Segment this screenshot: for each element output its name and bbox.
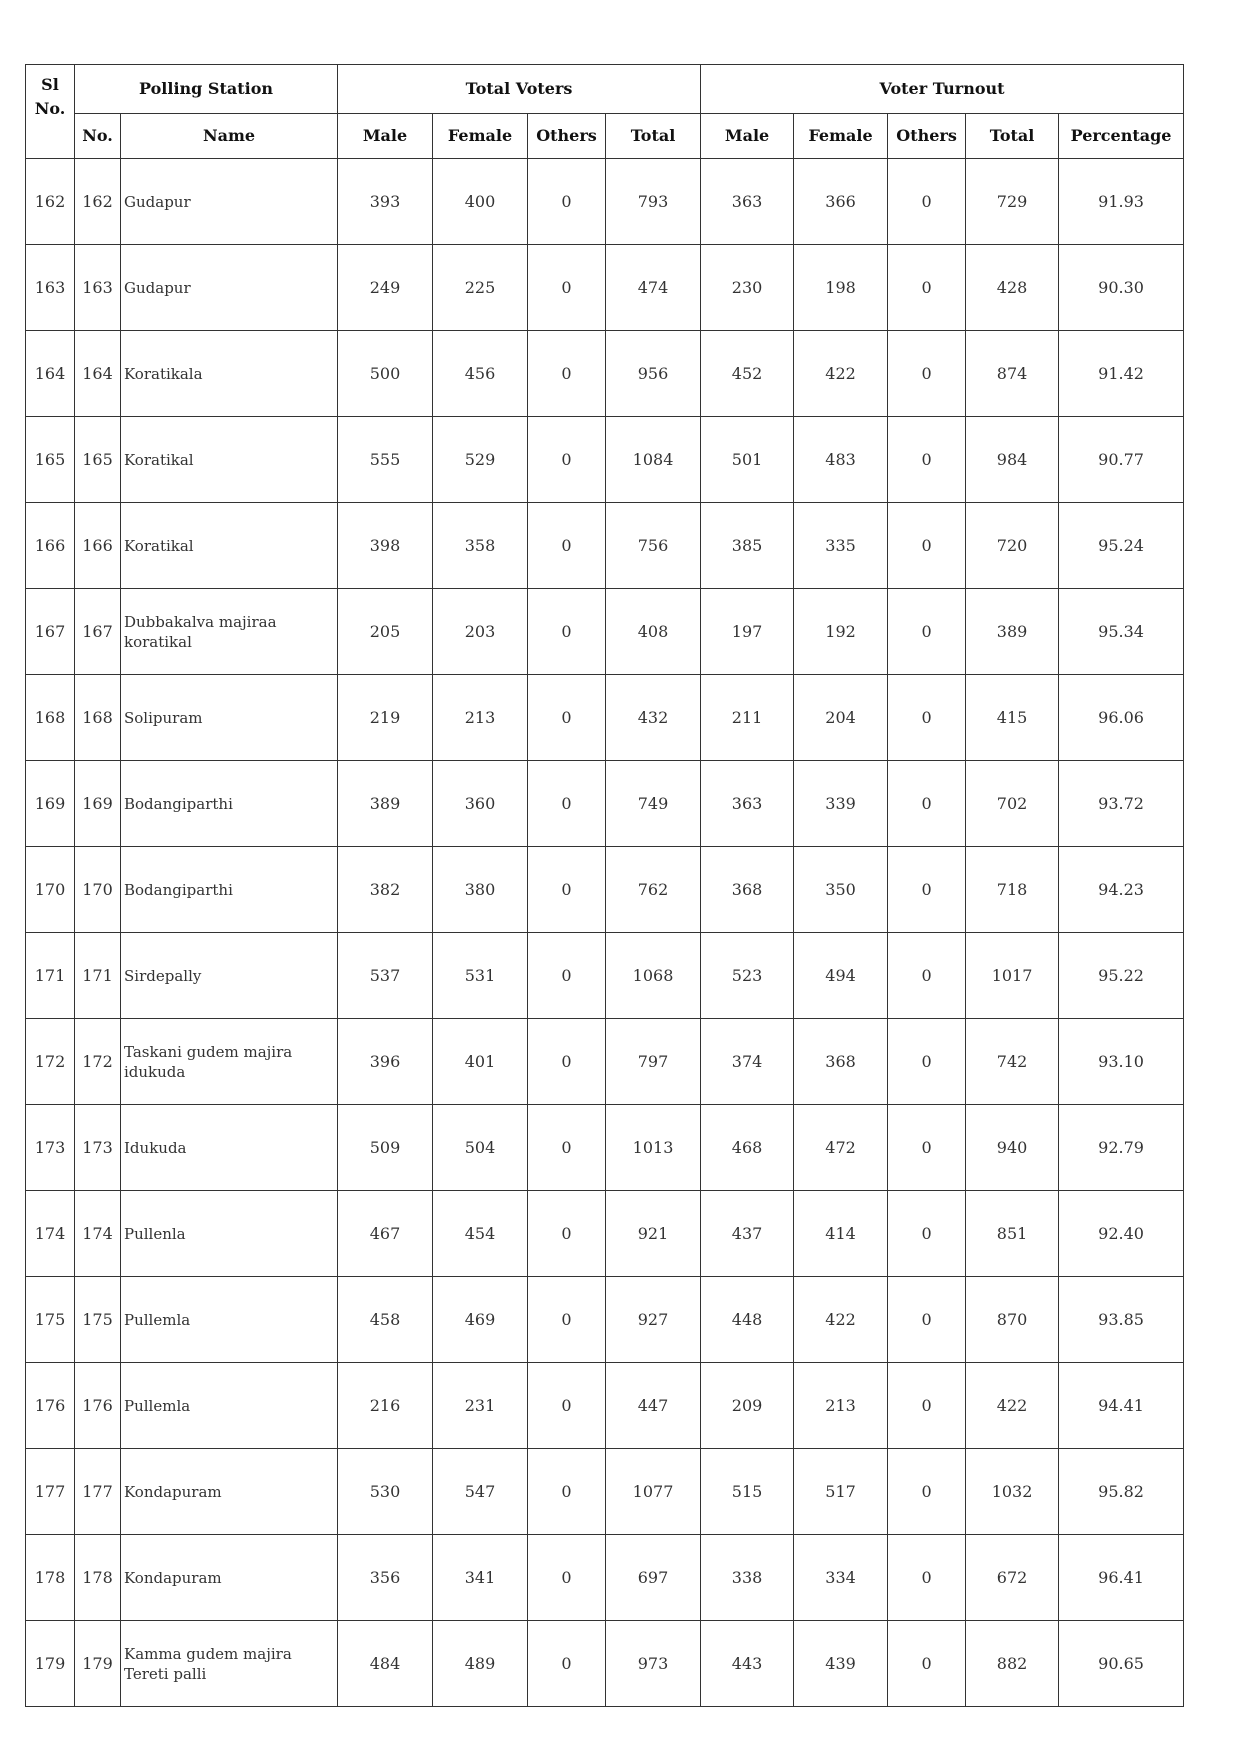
vt-female-cell: 414 (794, 1191, 888, 1277)
tv-female-cell: 203 (433, 589, 528, 675)
vt-male-cell: 385 (701, 503, 794, 589)
tv-male-cell: 537 (338, 933, 433, 1019)
tv-total-cell: 1084 (606, 417, 701, 503)
tv-total-cell: 1068 (606, 933, 701, 1019)
percentage-cell: 92.40 (1059, 1191, 1184, 1277)
name-cell: Koratikala (121, 331, 338, 417)
tv-others-cell: 0 (528, 1277, 606, 1363)
vt-others-cell: 0 (888, 933, 966, 1019)
tv-total-cell: 447 (606, 1363, 701, 1449)
vt-total-cell: 1017 (966, 933, 1059, 1019)
sl-cell: 168 (26, 675, 75, 761)
tv-female-cell: 469 (433, 1277, 528, 1363)
header-no: No. (75, 113, 121, 158)
vt-male-cell: 515 (701, 1449, 794, 1535)
vt-female-cell: 350 (794, 847, 888, 933)
table-row (26, 933, 1184, 1019)
tv-others-cell: 0 (528, 1621, 606, 1707)
percentage-cell: 94.23 (1059, 847, 1184, 933)
name-cell: Bodangiparthi (121, 847, 338, 933)
tv-total-cell: 697 (606, 1535, 701, 1621)
tv-male-cell: 458 (338, 1277, 433, 1363)
header-vt-others: Others (888, 113, 966, 158)
percentage-cell: 91.93 (1059, 159, 1184, 245)
vt-female-cell: 366 (794, 159, 888, 245)
tv-others-cell: 0 (528, 159, 606, 245)
no-cell: 177 (75, 1449, 121, 1535)
tv-others-cell: 0 (528, 1449, 606, 1535)
table-row (26, 1191, 1184, 1277)
table-row (26, 417, 1184, 503)
vt-female-cell: 439 (794, 1621, 888, 1707)
name-cell: Kondapuram (121, 1535, 338, 1621)
no-cell: 168 (75, 675, 121, 761)
tv-total-cell: 1077 (606, 1449, 701, 1535)
vt-total-cell: 718 (966, 847, 1059, 933)
sl-cell: 174 (26, 1191, 75, 1277)
tv-total-cell: 927 (606, 1277, 701, 1363)
no-cell: 172 (75, 1019, 121, 1105)
vt-total-cell: 940 (966, 1105, 1059, 1191)
name-cell: Pullenla (121, 1191, 338, 1277)
vt-others-cell: 0 (888, 503, 966, 589)
vt-total-cell: 672 (966, 1535, 1059, 1621)
percentage-cell: 93.85 (1059, 1277, 1184, 1363)
sl-cell: 173 (26, 1105, 75, 1191)
sl-cell: 175 (26, 1277, 75, 1363)
tv-others-cell: 0 (528, 417, 606, 503)
tv-total-cell: 1013 (606, 1105, 701, 1191)
table-row (26, 1105, 1184, 1191)
tv-female-cell: 489 (433, 1621, 528, 1707)
vt-others-cell: 0 (888, 1191, 966, 1277)
table-row (26, 1621, 1184, 1707)
tv-male-cell: 393 (338, 159, 433, 245)
table-row (26, 1277, 1184, 1363)
table-row (26, 245, 1184, 331)
sl-cell: 176 (26, 1363, 75, 1449)
vt-others-cell: 0 (888, 1277, 966, 1363)
vt-others-cell: 0 (888, 159, 966, 245)
tv-female-cell: 213 (433, 675, 528, 761)
name-cell: Taskani gudem majira idukuda (121, 1019, 338, 1105)
header-name: Name (121, 113, 338, 158)
vt-female-cell: 517 (794, 1449, 888, 1535)
sl-cell: 164 (26, 331, 75, 417)
vt-male-cell: 448 (701, 1277, 794, 1363)
table-row (26, 1449, 1184, 1535)
table-row (26, 761, 1184, 847)
tv-others-cell: 0 (528, 1363, 606, 1449)
table-body (26, 159, 1184, 1707)
sl-cell: 170 (26, 847, 75, 933)
vt-male-cell: 211 (701, 675, 794, 761)
percentage-cell: 92.79 (1059, 1105, 1184, 1191)
vt-others-cell: 0 (888, 1363, 966, 1449)
percentage-cell: 90.77 (1059, 417, 1184, 503)
percentage-cell: 95.22 (1059, 933, 1184, 1019)
tv-male-cell: 484 (338, 1621, 433, 1707)
header-vt-male: Male (701, 113, 794, 158)
percentage-cell: 91.42 (1059, 331, 1184, 417)
tv-female-cell: 380 (433, 847, 528, 933)
header-row-sub (26, 113, 1184, 158)
percentage-cell: 90.65 (1059, 1621, 1184, 1707)
tv-male-cell: 467 (338, 1191, 433, 1277)
tv-others-cell: 0 (528, 331, 606, 417)
tv-female-cell: 231 (433, 1363, 528, 1449)
vt-female-cell: 334 (794, 1535, 888, 1621)
tv-total-cell: 756 (606, 503, 701, 589)
tv-others-cell: 0 (528, 589, 606, 675)
tv-others-cell: 0 (528, 503, 606, 589)
vt-others-cell: 0 (888, 589, 966, 675)
vt-others-cell: 0 (888, 675, 966, 761)
vt-male-cell: 437 (701, 1191, 794, 1277)
header-row-top (26, 65, 1184, 114)
vt-others-cell: 0 (888, 1535, 966, 1621)
header-sl-no: Sl No. (26, 65, 75, 159)
table-row (26, 589, 1184, 675)
tv-total-cell: 408 (606, 589, 701, 675)
vt-total-cell: 870 (966, 1277, 1059, 1363)
name-cell: Kondapuram (121, 1449, 338, 1535)
tv-total-cell: 749 (606, 761, 701, 847)
header-polling-station: Polling Station (75, 65, 338, 114)
sl-cell: 177 (26, 1449, 75, 1535)
no-cell: 174 (75, 1191, 121, 1277)
sl-cell: 166 (26, 503, 75, 589)
vt-female-cell: 422 (794, 331, 888, 417)
tv-total-cell: 762 (606, 847, 701, 933)
table-row (26, 159, 1184, 245)
vt-male-cell: 374 (701, 1019, 794, 1105)
table-row (26, 1363, 1184, 1449)
vt-total-cell: 389 (966, 589, 1059, 675)
polling-station-table (25, 64, 1184, 1707)
vt-female-cell: 204 (794, 675, 888, 761)
vt-others-cell: 0 (888, 1621, 966, 1707)
percentage-cell: 93.72 (1059, 761, 1184, 847)
tv-total-cell: 956 (606, 331, 701, 417)
tv-others-cell: 0 (528, 1535, 606, 1621)
name-cell: Idukuda (121, 1105, 338, 1191)
sl-cell: 172 (26, 1019, 75, 1105)
header-vt-female: Female (794, 113, 888, 158)
vt-male-cell: 230 (701, 245, 794, 331)
header-vt-total: Total (966, 113, 1059, 158)
tv-male-cell: 216 (338, 1363, 433, 1449)
tv-female-cell: 401 (433, 1019, 528, 1105)
tv-female-cell: 360 (433, 761, 528, 847)
tv-others-cell: 0 (528, 1019, 606, 1105)
sl-cell: 171 (26, 933, 75, 1019)
table-row (26, 1019, 1184, 1105)
vt-female-cell: 494 (794, 933, 888, 1019)
tv-male-cell: 205 (338, 589, 433, 675)
name-cell: Solipuram (121, 675, 338, 761)
vt-male-cell: 368 (701, 847, 794, 933)
table-row (26, 675, 1184, 761)
vt-female-cell: 213 (794, 1363, 888, 1449)
vt-male-cell: 468 (701, 1105, 794, 1191)
percentage-cell: 96.41 (1059, 1535, 1184, 1621)
table-row (26, 1535, 1184, 1621)
tv-female-cell: 547 (433, 1449, 528, 1535)
tv-others-cell: 0 (528, 1105, 606, 1191)
no-cell: 162 (75, 159, 121, 245)
sl-cell: 163 (26, 245, 75, 331)
tv-total-cell: 797 (606, 1019, 701, 1105)
table-row (26, 847, 1184, 933)
table-row (26, 331, 1184, 417)
no-cell: 165 (75, 417, 121, 503)
vt-total-cell: 984 (966, 417, 1059, 503)
tv-female-cell: 358 (433, 503, 528, 589)
vt-others-cell: 0 (888, 847, 966, 933)
vt-male-cell: 209 (701, 1363, 794, 1449)
vt-total-cell: 874 (966, 331, 1059, 417)
no-cell: 167 (75, 589, 121, 675)
header-tv-female: Female (433, 113, 528, 158)
vt-female-cell: 472 (794, 1105, 888, 1191)
vt-male-cell: 501 (701, 417, 794, 503)
name-cell: Bodangiparthi (121, 761, 338, 847)
no-cell: 171 (75, 933, 121, 1019)
vt-others-cell: 0 (888, 1019, 966, 1105)
name-cell: Koratikal (121, 503, 338, 589)
no-cell: 163 (75, 245, 121, 331)
vt-others-cell: 0 (888, 331, 966, 417)
sl-cell: 169 (26, 761, 75, 847)
vt-female-cell: 368 (794, 1019, 888, 1105)
vt-total-cell: 742 (966, 1019, 1059, 1105)
tv-others-cell: 0 (528, 761, 606, 847)
header-tv-total: Total (606, 113, 701, 158)
tv-total-cell: 793 (606, 159, 701, 245)
tv-male-cell: 396 (338, 1019, 433, 1105)
vt-others-cell: 0 (888, 1105, 966, 1191)
name-cell: Dubbakalva majiraa koratikal (121, 589, 338, 675)
vt-male-cell: 443 (701, 1621, 794, 1707)
name-cell: Gudapur (121, 245, 338, 331)
tv-total-cell: 474 (606, 245, 701, 331)
vt-male-cell: 363 (701, 159, 794, 245)
no-cell: 176 (75, 1363, 121, 1449)
no-cell: 164 (75, 331, 121, 417)
vt-others-cell: 0 (888, 1449, 966, 1535)
tv-male-cell: 249 (338, 245, 433, 331)
vt-total-cell: 720 (966, 503, 1059, 589)
percentage-cell: 95.24 (1059, 503, 1184, 589)
vt-female-cell: 422 (794, 1277, 888, 1363)
tv-male-cell: 555 (338, 417, 433, 503)
no-cell: 173 (75, 1105, 121, 1191)
name-cell: Gudapur (121, 159, 338, 245)
name-cell: Pullemla (121, 1277, 338, 1363)
sl-cell: 179 (26, 1621, 75, 1707)
vt-female-cell: 335 (794, 503, 888, 589)
tv-male-cell: 382 (338, 847, 433, 933)
header-voter-turnout: Voter Turnout (701, 65, 1184, 114)
vt-total-cell: 729 (966, 159, 1059, 245)
sl-cell: 165 (26, 417, 75, 503)
percentage-cell: 93.10 (1059, 1019, 1184, 1105)
percentage-cell: 94.41 (1059, 1363, 1184, 1449)
tv-male-cell: 509 (338, 1105, 433, 1191)
tv-female-cell: 454 (433, 1191, 528, 1277)
tv-male-cell: 389 (338, 761, 433, 847)
vt-male-cell: 338 (701, 1535, 794, 1621)
vt-female-cell: 198 (794, 245, 888, 331)
vt-total-cell: 702 (966, 761, 1059, 847)
name-cell: Sirdepally (121, 933, 338, 1019)
tv-female-cell: 400 (433, 159, 528, 245)
tv-male-cell: 356 (338, 1535, 433, 1621)
vt-others-cell: 0 (888, 245, 966, 331)
vt-female-cell: 483 (794, 417, 888, 503)
header-tv-others: Others (528, 113, 606, 158)
name-cell: Koratikal (121, 417, 338, 503)
tv-others-cell: 0 (528, 245, 606, 331)
tv-female-cell: 225 (433, 245, 528, 331)
no-cell: 166 (75, 503, 121, 589)
vt-male-cell: 197 (701, 589, 794, 675)
sl-cell: 167 (26, 589, 75, 675)
percentage-cell: 90.30 (1059, 245, 1184, 331)
vt-total-cell: 428 (966, 245, 1059, 331)
tv-female-cell: 529 (433, 417, 528, 503)
tv-total-cell: 921 (606, 1191, 701, 1277)
tv-others-cell: 0 (528, 933, 606, 1019)
vt-total-cell: 415 (966, 675, 1059, 761)
tv-female-cell: 504 (433, 1105, 528, 1191)
header-percentage: Percentage (1059, 113, 1184, 158)
tv-total-cell: 973 (606, 1621, 701, 1707)
percentage-cell: 95.82 (1059, 1449, 1184, 1535)
tv-male-cell: 530 (338, 1449, 433, 1535)
vt-total-cell: 851 (966, 1191, 1059, 1277)
percentage-cell: 95.34 (1059, 589, 1184, 675)
tv-others-cell: 0 (528, 675, 606, 761)
tv-female-cell: 456 (433, 331, 528, 417)
header-total-voters: Total Voters (338, 65, 701, 114)
tv-female-cell: 531 (433, 933, 528, 1019)
tv-total-cell: 432 (606, 675, 701, 761)
tv-others-cell: 0 (528, 847, 606, 933)
vt-male-cell: 452 (701, 331, 794, 417)
name-cell: Kamma gudem majira Tereti palli (121, 1621, 338, 1707)
vt-male-cell: 523 (701, 933, 794, 1019)
sl-cell: 162 (26, 159, 75, 245)
no-cell: 179 (75, 1621, 121, 1707)
vt-others-cell: 0 (888, 761, 966, 847)
tv-male-cell: 398 (338, 503, 433, 589)
vt-male-cell: 363 (701, 761, 794, 847)
no-cell: 170 (75, 847, 121, 933)
table-row (26, 503, 1184, 589)
no-cell: 169 (75, 761, 121, 847)
vt-female-cell: 192 (794, 589, 888, 675)
tv-female-cell: 341 (433, 1535, 528, 1621)
name-cell: Pullemla (121, 1363, 338, 1449)
vt-total-cell: 422 (966, 1363, 1059, 1449)
vt-female-cell: 339 (794, 761, 888, 847)
tv-others-cell: 0 (528, 1191, 606, 1277)
header-tv-male: Male (338, 113, 433, 158)
percentage-cell: 96.06 (1059, 675, 1184, 761)
vt-total-cell: 1032 (966, 1449, 1059, 1535)
no-cell: 178 (75, 1535, 121, 1621)
tv-male-cell: 500 (338, 331, 433, 417)
tv-male-cell: 219 (338, 675, 433, 761)
vt-others-cell: 0 (888, 417, 966, 503)
vt-total-cell: 882 (966, 1621, 1059, 1707)
no-cell: 175 (75, 1277, 121, 1363)
sl-cell: 178 (26, 1535, 75, 1621)
